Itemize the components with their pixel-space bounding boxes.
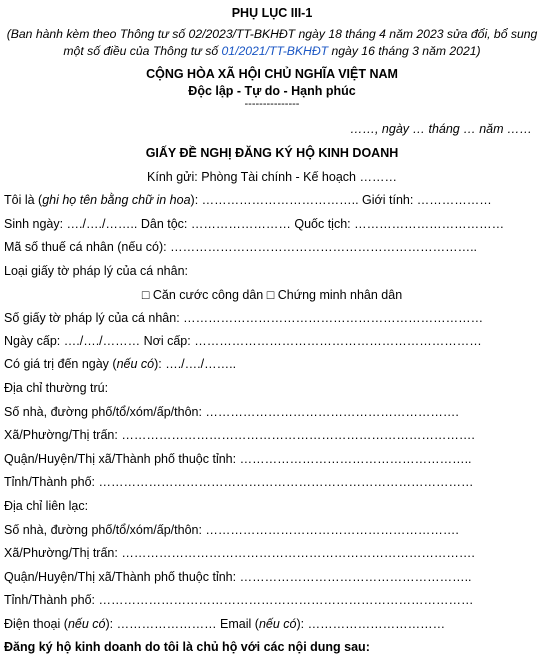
id-options[interactable]: □ Căn cước công dân □ Chứng minh nhân dân [141, 288, 403, 302]
email-hint: nếu có [258, 617, 297, 631]
tax-line[interactable]: Mã số thuế cá nhân (nếu có): ……………………………………………………………….. [4, 240, 478, 254]
permanent-district-line[interactable]: Quận/Huyện/Thị xã/Thành phố thuộc tỉnh: ……………………………………………….. [4, 452, 472, 466]
permanent-province-line[interactable]: Tỉnh/Thành phố: ……………………………………………………………………………… [4, 475, 474, 489]
name-label: Tôi là ( [4, 193, 43, 207]
name-hint: ghi họ tên bằng chữ in hoa [42, 193, 191, 207]
contact-house-line[interactable]: Số nhà, đường phố/tổ/xóm/ấp/thôn: ……………………………………………………. [4, 523, 459, 537]
phone-email-field[interactable]: ): …………………… Email ( [105, 617, 259, 631]
date-line: ……, ngày … tháng … năm …… [349, 122, 532, 136]
contact-ward-line[interactable]: Xã/Phường/Thị trấn: …………………………………………………………………………. [4, 546, 475, 560]
permanent-ward-line[interactable]: Xã/Phường/Thị trấn: …………………………………………………………………………. [4, 428, 475, 442]
form-title: GIẤY ĐỀ NGHỊ ĐĂNG KÝ HỘ KINH DOANH [145, 146, 399, 160]
registration-content-line: Đăng ký hộ kinh doanh do tôi là chủ hộ với các nội dung sau: [4, 640, 370, 654]
issued-note-text: một số điều của Thông tư số [63, 44, 222, 58]
name-gender-field[interactable]: ): ……………………………….. Giới tính: ……………… [190, 193, 492, 207]
appendix-title: PHỤ LỤC III-1 [231, 6, 313, 20]
contact-address-heading: Địa chỉ liên lạc: [4, 499, 89, 513]
contact-province-line[interactable]: Tỉnh/Thành phố: ……………………………………………………………………………… [4, 593, 474, 607]
id-number-line[interactable]: Số giấy tờ pháp lý của cá nhân: ……………………………………………………………… [4, 311, 484, 325]
name-line [4, 193, 492, 207]
permanent-address-heading: Địa chỉ thường trú: [4, 381, 109, 395]
republic-heading: CỘNG HÒA XÃ HỘI CHỦ NGHĨA VIỆT NAM [146, 67, 398, 81]
expiry-line [4, 357, 236, 371]
expiry-hint: nếu có [116, 357, 155, 371]
phone-email-line [4, 617, 445, 631]
issued-note-date: ngày 16 tháng 3 năm 2021) [328, 44, 481, 58]
expiry-field[interactable]: ): …./…./…….. [154, 357, 237, 371]
issued-note [0, 26, 544, 60]
id-type-line: Loại giấy tờ pháp lý của cá nhân: [4, 264, 189, 278]
issued-note-line-1: (Ban hành kèm theo Thông tư số 02/2023/TT-BKHĐT ngày 18 tháng 4 năm 2023 sửa đổi, bổ sung [6, 27, 538, 41]
email-field[interactable]: ): …………………………… [296, 617, 446, 631]
motto-rule: --------------- [244, 98, 300, 110]
recipient-line: Kính gửi: Phòng Tài chính - Kế hoạch ……… [147, 170, 397, 184]
expiry-label: Có giá trị đến ngày ( [4, 357, 117, 371]
phone-hint: nếu có [67, 617, 106, 631]
birth-line[interactable]: Sinh ngày: …./…./…….. Dân tộc: …………………… Quốc tịch: ……………………………… [4, 217, 505, 231]
phone-label: Điện thoại ( [4, 617, 68, 631]
issued-note-line-2 [0, 43, 544, 60]
contact-district-line[interactable]: Quận/Huyện/Thị xã/Thành phố thuộc tỉnh: ……………………………………………….. [4, 570, 472, 584]
motto: Độc lập - Tự do - Hạnh phúc [188, 84, 356, 98]
permanent-house-line[interactable]: Số nhà, đường phố/tổ/xóm/ấp/thôn: ……………………………………………………. [4, 405, 459, 419]
issue-line[interactable]: Ngày cấp: …./…./……… Nơi cấp: …………………………………………………………… [4, 334, 482, 348]
circular-link[interactable]: 01/2021/TT-BKHĐT [221, 44, 329, 58]
